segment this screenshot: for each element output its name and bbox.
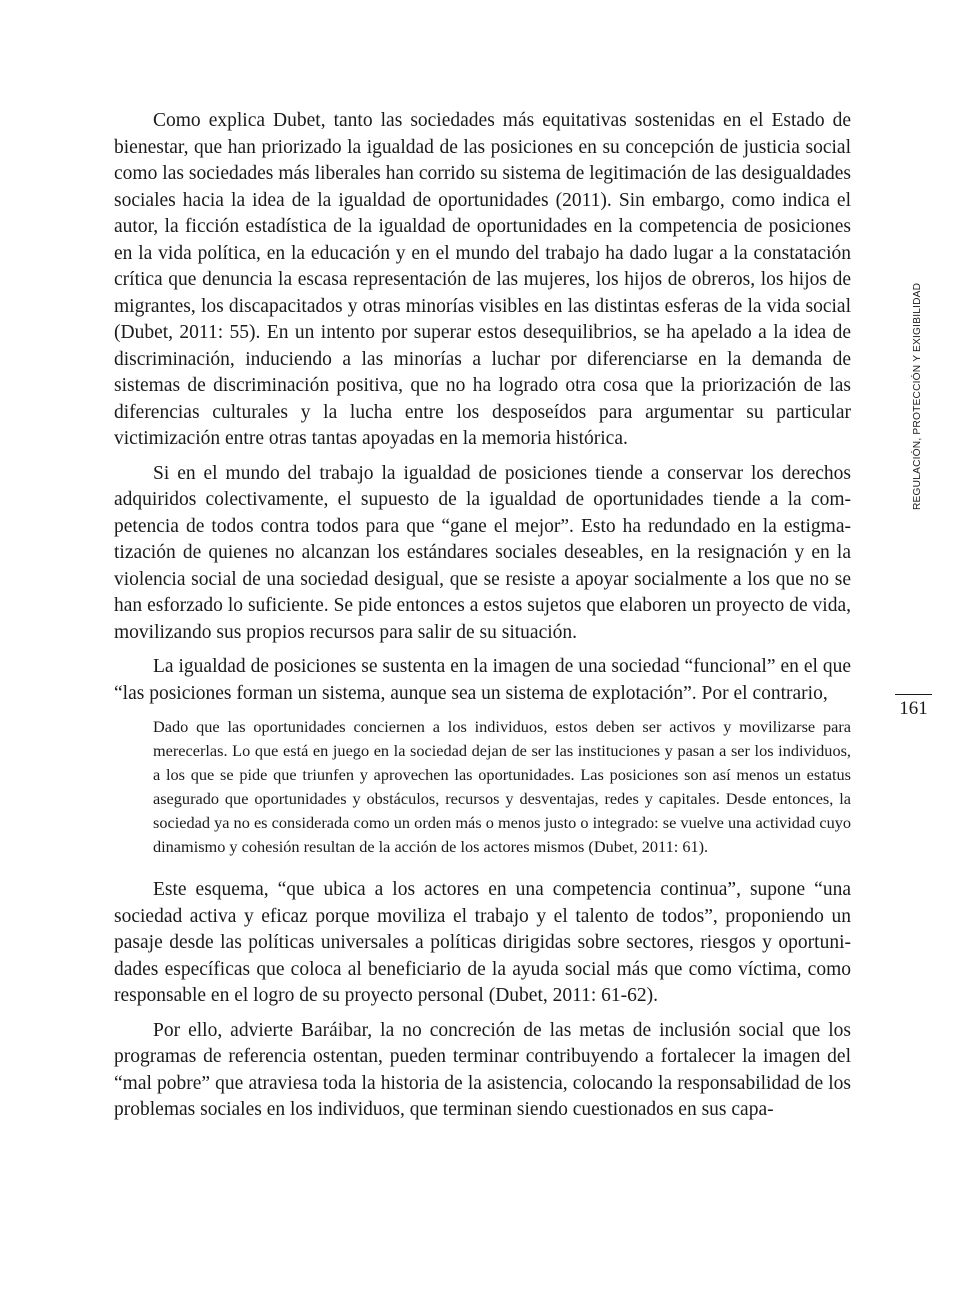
paragraph-dubet-equity: Como explica Dubet, tanto las sociedades más equitativas sostenidas en el Estado de bienestar, que han priorizado la igualdad de las posiciones en su concepción de justicia social como las sociedades más liberales han corrido su sistema de legitimación de las desigualdades sociales hacia la idea de la igualdad de oportunidades (2011). Sin embargo, como indica el autor, la ficción estadística de la igualdad de oportunidades en la competencia de posiciones en la vida política, en la educación y en el mundo del trabajo ha dado lugar a la constatación crítica que denuncia la escasa representación de las mujeres, los hijos de obreros, los hijos de migrantes, los discapacitados y otras minorías visibles en las distintas esferas de la vida social (Dubet, 2011: 55). En un intento por superar estos desequilibrios, se ha apelado a la idea de discriminación, induciendo a las minorías a luchar por diferenciarse en la demanda de sistemas de discriminación positiva, que no ha logrado otra cosa que la priorización de las diferencias culturales y la lucha entre los desposeídos para argumentar su particular victimización entre otras tantas apoyadas en la memoria histórica.	[114, 110, 851, 449]
page-number-rule	[895, 694, 932, 695]
page-number: 161	[899, 698, 928, 719]
body-text	[114, 108, 851, 1132]
paragraph-labor-world: Si en el mundo del trabajo la igualdad de posiciones tiende a conservar los derechos adquiridos colectivamente, el supuesto de la igualdad de oportunidades tiende a la competencia de todos contra todos para que “gane el mejor”. Esto ha redundado en la estigmatización de quienes no alcanzan los estándares sociales deseables, en la resignación y en la violencia social de una sociedad desigual, que se resiste a apoyar socialmente a los que no se han esforzado lo suficiente. Se pide entonces a estos sujetos que elaboren un proyecto de vida, movilizando sus propios recursos para salir de su situación.	[114, 462, 851, 643]
block-quote: Dado que las oportunidades conciernen a los individuos, estos deben ser activos y movilizarse para merecerlas. Lo que está en juego en la sociedad dejan de ser las instituciones y pasan a ser los individuos, a los que se pide que triunfen y aprovechen las oportunidades. Las posiciones son así menos un estatus asegurado que oportunidades y obstáculos, recursos y desventajas, redes y capitales. Desde entonces, la sociedad ya no es considerada como un orden más o menos justo o integrado: se vuelve una actividad cuyo dinamismo y cohesión resultan de la acción de los actores mismos (Dubet, 2011: 61).	[153, 717, 851, 856]
running-head: REGULACIÓN, PROTECCIÓN Y EXIGIBILIDAD	[912, 282, 923, 510]
paragraph-equality-positions: La igualdad de posiciones se sustenta en la imagen de una sociedad “funcional” en el que “las posiciones forman un sistema, aunque sea un sistema de explotación”. Por el contrario,	[114, 656, 851, 704]
paragraph-scheme: Este esquema, “que ubica a los actores en una competencia continua”, supone “una sociedad activa y eficaz porque moviliza el trabajo y el talento de todos”, proponiendo un pasaje desde las políticas universales a políticas dirigidas sobre sectores, riesgos y oportunidades específicas que coloca al beneficiario de la ayuda social más que como víctima, como responsable en el logro de su proyecto personal (Dubet, 2011: 61-62).	[114, 879, 851, 1006]
paragraph-baraibar: Por ello, advierte Baráibar, la no concreción de las metas de inclusión social que los programas de referencia ostentan, pueden terminar contribuyendo a fortalecer la imagen del “mal pobre” que atraviesa toda la historia de la asistencia, colocando la responsabilidad de los problemas sociales en los individuos, que terminan siendo cuestionados en sus capa-	[114, 1019, 851, 1120]
